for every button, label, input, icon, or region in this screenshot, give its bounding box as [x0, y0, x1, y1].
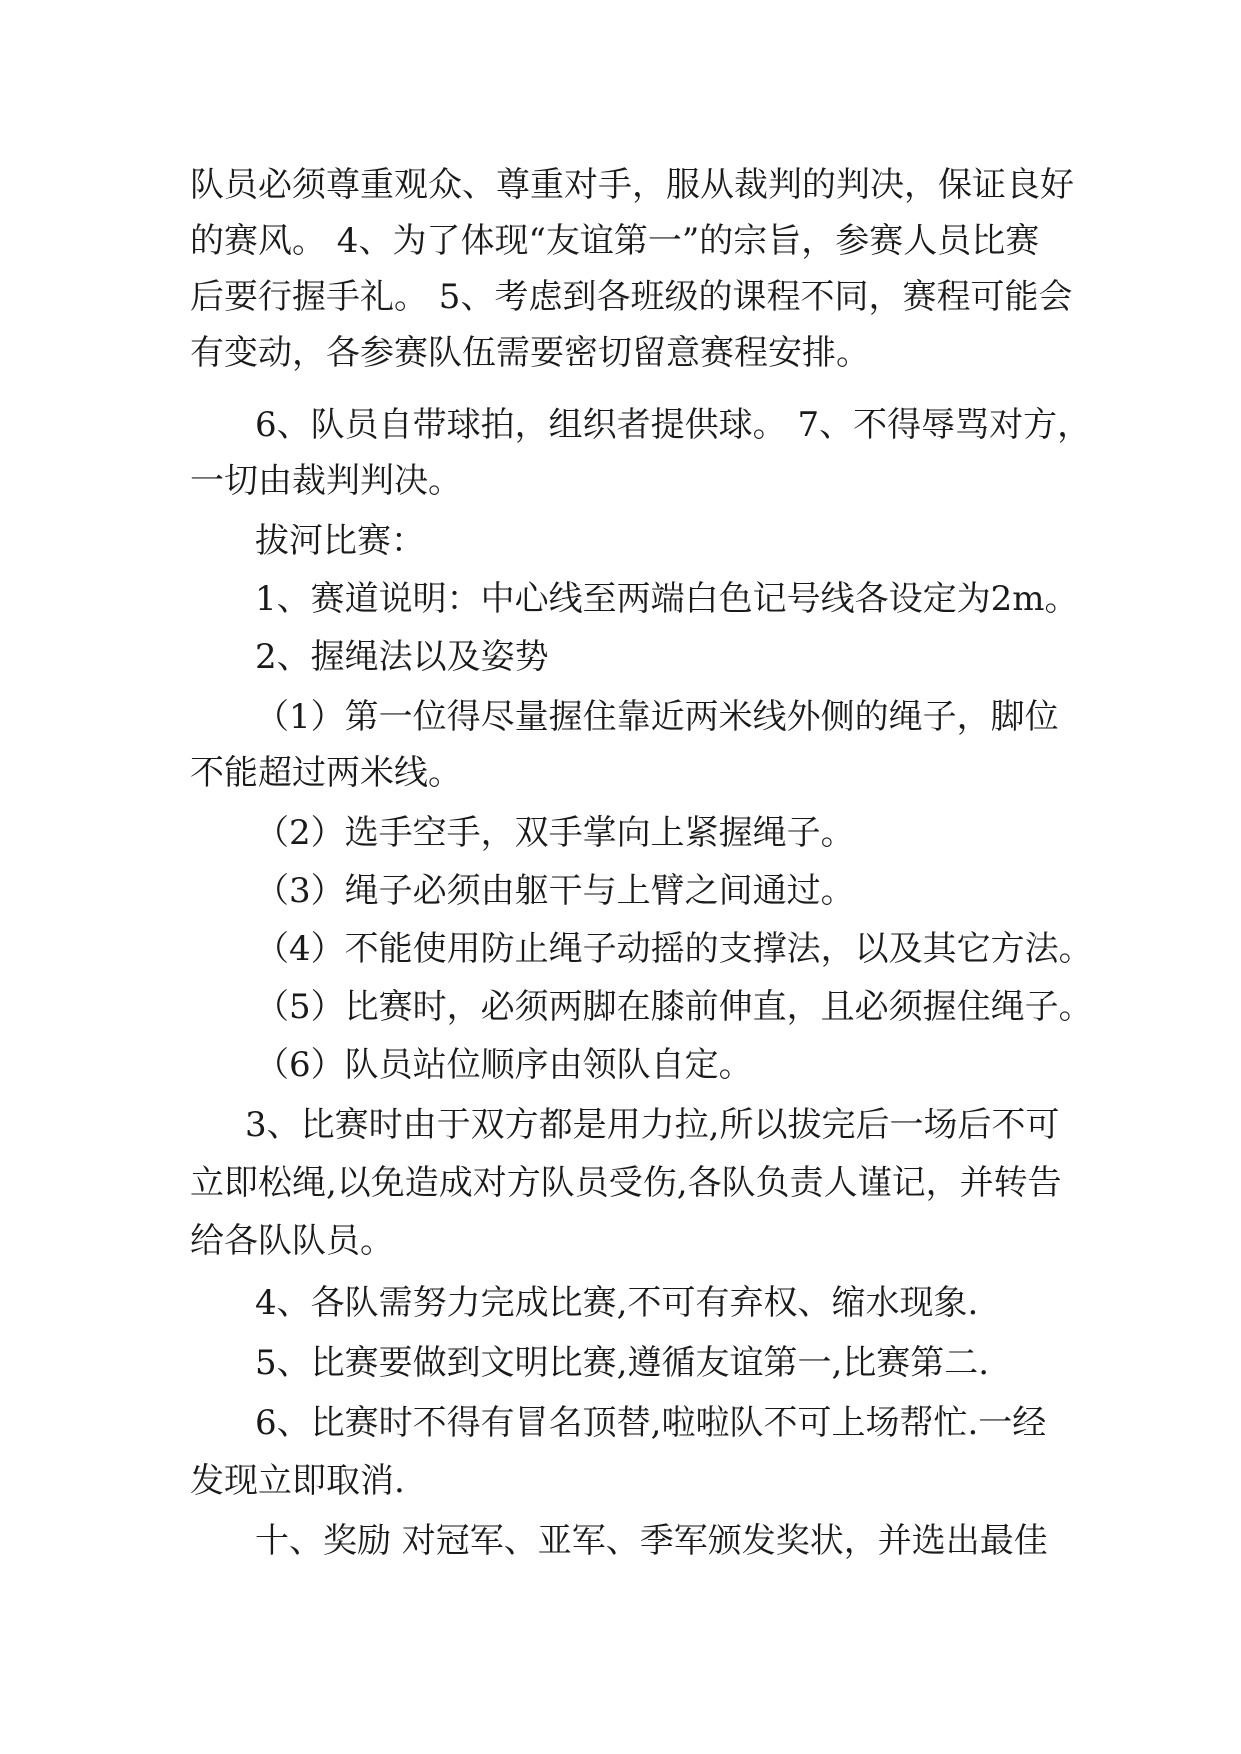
paragraph-line: 6、比赛时不得有冒名顶替,啦啦队不可上场帮忙.一经: [255, 1403, 1047, 1443]
list-item-line: （5）比赛时，必须两脚在膝前伸直，且必须握住绳子。: [255, 987, 1093, 1027]
paragraph-line: 3、比赛时由于双方都是用力拉,所以拔完后一场后不可: [245, 1105, 1060, 1145]
list-item-line: 不能超过两米线。: [190, 753, 462, 793]
paragraph-line: 队员必须尊重观众、尊重对手，服从裁判的判决，保证良好: [190, 165, 1074, 205]
paragraph-line: 4、各队需努力完成比赛,不可有弃权、缩水现象.: [255, 1283, 979, 1323]
list-item-line: （6）队员站位顺序由领队自定。: [255, 1045, 753, 1085]
paragraph-line: 2、握绳法以及姿势: [255, 637, 549, 677]
paragraph-line: 后要行握手礼。 5、考虑到各班级的课程不同，赛程可能会: [190, 277, 1073, 317]
paragraph-line: 1、赛道说明：中心线至两端白色记号线各设定为2m。: [255, 579, 1079, 619]
paragraph-line: 有变动，各参赛队伍需要密切留意赛程安排。: [190, 333, 870, 373]
section-heading: 十、奖励 对冠军、亚军、季军颁发奖状，并选出最佳: [255, 1521, 1048, 1561]
paragraph-line: 发现立即取消.: [190, 1461, 405, 1501]
paragraph-line: 6、队员自带球拍，组织者提供球。 7、不得辱骂对方，: [255, 405, 1092, 445]
list-item-line: （4）不能使用防止绳子动摇的支撑法，以及其它方法。: [255, 929, 1093, 969]
paragraph-line: 的赛风。 4、为了体现“友谊第一”的宗旨，参赛人员比赛: [190, 221, 1040, 261]
paragraph-line: 给各队队员。: [190, 1221, 394, 1261]
section-heading: 拔河比赛：: [255, 521, 425, 561]
paragraph-line: 一切由裁判判决。: [190, 461, 462, 501]
paragraph-line: 立即松绳,以免造成对方队员受伤,各队负责人谨记，并转告: [190, 1163, 1062, 1203]
list-item-line: （2）选手空手，双手掌向上紧握绳子。: [255, 813, 855, 853]
list-item-line: （3）绳子必须由躯干与上臂之间通过。: [255, 871, 855, 911]
list-item-line: （1）第一位得尽量握住靠近两米线外侧的绳子，脚位: [255, 697, 1059, 737]
paragraph-line: 5、比赛要做到文明比赛,遵循友谊第一,比赛第二.: [255, 1343, 990, 1383]
